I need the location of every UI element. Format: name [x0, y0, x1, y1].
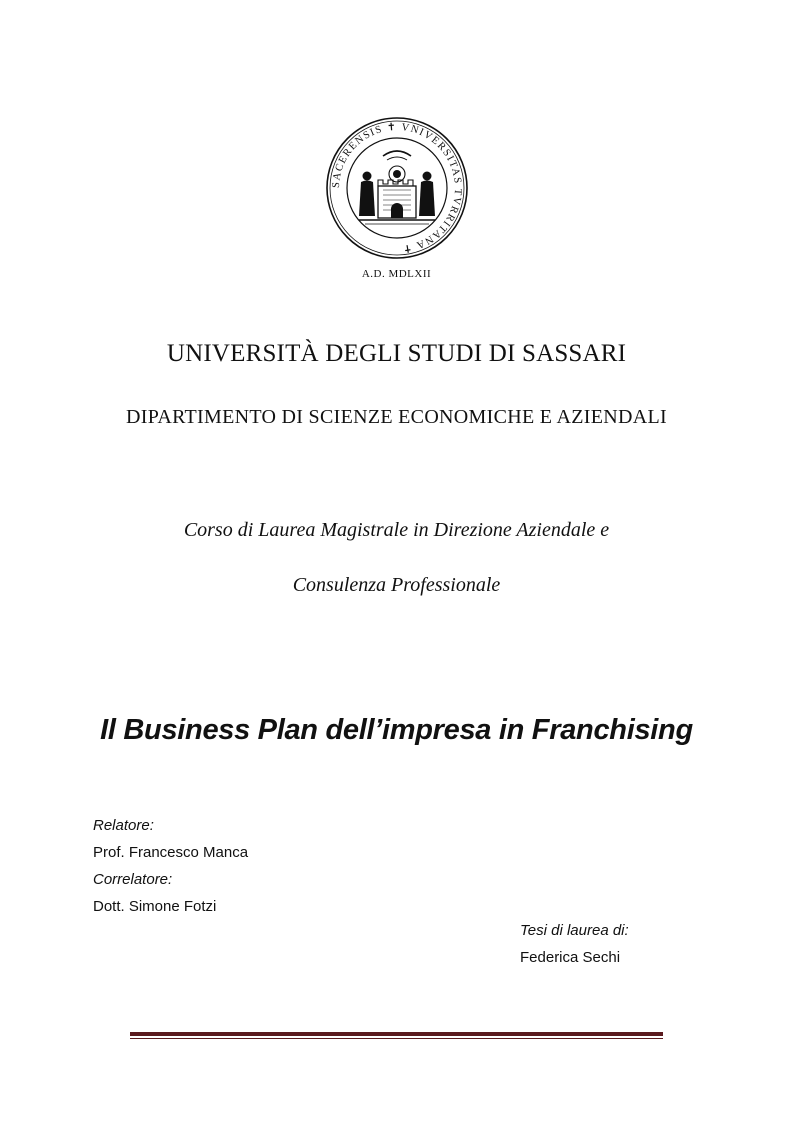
svg-text:SACERENSIS ✝ VNIVERSITAS TVRRI: SACERENSIS ✝ VNIVERSITAS TVRRITANA ✝	[330, 121, 464, 254]
seal-date: A.D. MDLXII	[361, 268, 432, 280]
relatore-name: Prof. Francesco Manca	[93, 844, 249, 861]
supervisors-block	[93, 812, 248, 920]
author-name: Federica Sechi	[520, 949, 621, 966]
seal-emblem-icon	[325, 116, 469, 260]
author-label: Tesi di laurea di:	[520, 922, 629, 939]
relatore-label: Relatore:	[93, 817, 154, 834]
correlatore-label: Correlatore:	[93, 871, 173, 888]
footer-rule-thin	[130, 1038, 663, 1039]
thesis-title: Il Business Plan dell’impresa in Franchising	[100, 714, 693, 746]
course-line-2: Consulenza Professionale	[292, 574, 501, 596]
footer-rule	[130, 1032, 663, 1039]
university-seal	[325, 116, 469, 260]
author-block	[520, 917, 629, 971]
department-name: DIPARTIMENTO DI SCIENZE ECONOMICHE E AZIENDALI	[126, 406, 667, 428]
correlatore-name: Dott. Simone Fotzi	[93, 898, 217, 915]
university-name: UNIVERSITÀ DEGLI STUDI DI SASSARI	[166, 340, 627, 367]
course-line-1: Corso di Laurea Magistrale in Direzione Aziendale e	[183, 519, 610, 541]
